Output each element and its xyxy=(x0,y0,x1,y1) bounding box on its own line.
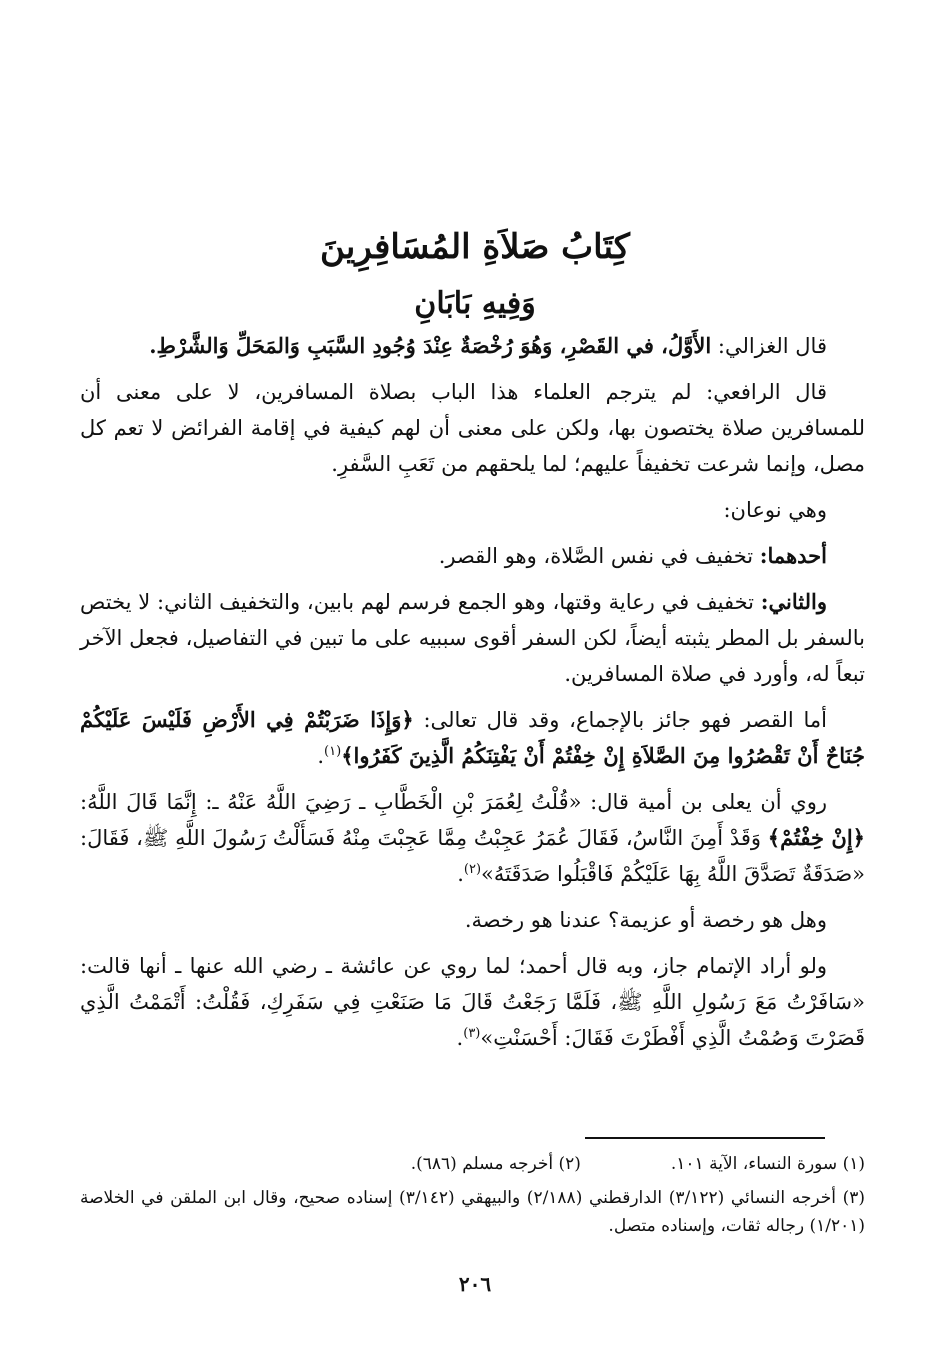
paragraph-7-a: روي أن يعلى بن أمية قال: «قُلْتُ لِعُمَرَ بْنِ الْخَطَّابِ ـ رَضِيَ اللَّهُ عَنْهُ ـ: إِنَّمَا قَالَ اللَّهُ: xyxy=(80,790,827,814)
footnote-row xyxy=(80,1150,865,1178)
paragraph-1 xyxy=(80,328,865,364)
paragraph-5-text: تخفيف في رعاية وقتها، وهو الجمع فرسم لهم بابين، والتخفيف الثاني: لا يختص بالسفر بل المطر يثبته أيضاً، لكن السفر أقوى سببيه على ما تبين في التفاصيل، فجعل الآخر تبعاً له، وأورد في صلاة المسافرين. xyxy=(80,590,865,686)
page-number: ٢٠٦ xyxy=(458,1272,492,1296)
footnotes xyxy=(80,1150,865,1240)
paragraph-6-lead: أما القصر فهو جائز بالإجماع، وقد قال تعالى: xyxy=(413,708,827,732)
paragraph-7-verse: ﴿إِنْ خِفْتُمْ﴾ xyxy=(767,825,865,850)
footnote-2: (٢) أخرجه مسلم (٦٨٦). xyxy=(410,1154,581,1174)
chapter-subtitle: وَفِيهِ بَابَانِ xyxy=(414,286,536,321)
chapter-title: كِتَابُ صَلاَةِ المُسَافِرِينَ xyxy=(320,227,630,267)
paragraph-5 xyxy=(80,584,865,692)
paragraph-8: وهل هو رخصة أو عزيمة؟ عندنا هو رخصة. xyxy=(464,908,827,932)
quran-verse: ﴿وَإِذَا ضَرَبْتُمْ فِي الأَرْضِ فَلَيْسَ عَلَيْكُمْ جُنَاحٌ أَنْ تَقْصُرُوا مِنَ الصَّلاَةِ إِنْ خِفْتُمْ أَنْ يَفْتِنَكُمُ الَّذِينَ كَفَرُوا﴾ xyxy=(80,707,865,768)
paragraph-7: روي أن يعلى بن أمية قال: «قُلْتُ لِعُمَرَ بْنِ الْخَطَّابِ ـ رَضِيَ اللَّهُ عَنْهُ ـ: إِنَّمَا قَالَ اللَّهُ: ﴿إِنْ خِفْتُمْ﴾ وَقَدْ أَمِنَ النَّاسُ، فَقَالَ عُمَرُ عَجِبْتُ مِمَّا عَجِبْتَ مِنْهُ فَسَأَلْتُ رَسُولَ اللَّهِ ﷺ، فَقَالَ: «صَدَقَةٌ تَصَدَّقَ اللَّهُ بِهَا عَلَيْكُمْ فَاقْبَلُوا صَدَقَتَهُ»$^{(٢)}$. xyxy=(80,790,865,886)
paragraph-9: ولو أراد الإتمام جاز، وبه قال أحمد؛ لما روي عن عائشة ـ رضي الله عنها ـ أنها قالت: «سَافَرْتُ مَعَ رَسُولِ اللَّهِ ﷺ، فَلَمَّا رَجَعْتُ قَالَ مَا صَنَعْتِ فِي سَفَرِكِ، فَقُلْتُ: أَتْمَمْتُ الَّذِي قَصَرْتَ وَصُمْتُ الَّذِي أَفْطَرْتَ فَقَالَ: أَحْسَنْتِ»$^{(٣)}$. xyxy=(80,954,865,1050)
footnote-3: (٣) أخرجه النسائي (٣/١٢٢) الدارقطني (٢/١٨٨) والبيهقي (٣/١٤٢) إسناده صحيح، وقال ابن الملقن في الخلاصة (١/٢٠١) رجاله ثقات، وإسناده متصل. xyxy=(80,1188,865,1236)
paragraph-1-lead: قال الغزالي: xyxy=(711,334,827,358)
paragraph-7-b: وَقَدْ أَمِنَ النَّاسُ، فَقَالَ عُمَرُ عَجِبْتُ مِمَّا عَجِبْتَ مِنْهُ فَسَأَلْتُ رَسُولَ اللَّهِ ﷺ، فَقَالَ: «صَدَقَةٌ تَصَدَّقَ اللَّهُ بِهَا عَلَيْكُمْ فَاقْبَلُوا صَدَقَتَهُ» xyxy=(80,826,865,886)
paragraph-4 xyxy=(80,538,865,574)
footnote-ref-3: (٣) xyxy=(463,1026,481,1041)
footnote-1: (١) سورة النساء، الآية ١٠١. xyxy=(670,1154,865,1174)
footnote-ref-1: (١) xyxy=(324,744,342,759)
paragraph-9-text: ولو أراد الإتمام جاز، وبه قال أحمد؛ لما روي عن عائشة ـ رضي الله عنها ـ أنها قالت: «سَافَرْتُ مَعَ رَسُولِ اللَّهِ ﷺ، فَلَمَّا رَجَعْتُ قَالَ مَا صَنَعْتِ فِي سَفَرِكِ، فَقُلْتُ: أَتْمَمْتُ الَّذِي قَصَرْتَ وَصُمْتُ الَّذِي أَفْطَرْتَ فَقَالَ: أَحْسَنْتِ» xyxy=(80,954,865,1050)
footnote-separator xyxy=(585,1137,825,1139)
paragraph-3: وهي نوعان: xyxy=(723,498,827,522)
paragraph-4-text: تخفيف في نفس الصَّلاة، وهو القصر. xyxy=(438,544,760,568)
paragraph-2: قال الرافعي: لم يترجم العلماء هذا الباب بصلاة المسافرين، لا على معنى أن للمسافرين صلاة يختصون بها، ولكن على معنى أن لهم كيفية في إقامة الفرائض لا تعم كل مصل، وإنما شرعت تخفيفاً عليهم؛ لما يلحقهم من تَعَبِ السَّفرِ. xyxy=(80,380,865,476)
paragraph-6: أما القصر فهو جائز بالإجماع، وقد قال تعالى: ﴿وَإِذَا ضَرَبْتُمْ فِي الأَرْضِ فَلَيْسَ عَلَيْكُمْ جُنَاحٌ أَنْ تَقْصُرُوا مِنَ الصَّلاَةِ إِنْ خِفْتُمْ أَنْ يَفْتِنَكُمُ الَّذِينَ كَفَرُوا﴾$^{(١)}$. xyxy=(80,707,865,768)
main-text xyxy=(80,328,865,1066)
footnote-ref-2: (٢) xyxy=(463,862,482,877)
paragraph-4-lead: أحدهما: xyxy=(759,543,827,568)
paragraph-5-lead: والثاني: xyxy=(760,589,827,614)
paragraph-1-matn: الأَوَّلُ، في القَصْرِ، وَهُوَ رُخْصَةٌ عِنْدَ وُجُودِ السَّبَبِ وَالمَحَلِّ وَالشَّرْطِ. xyxy=(149,333,712,358)
